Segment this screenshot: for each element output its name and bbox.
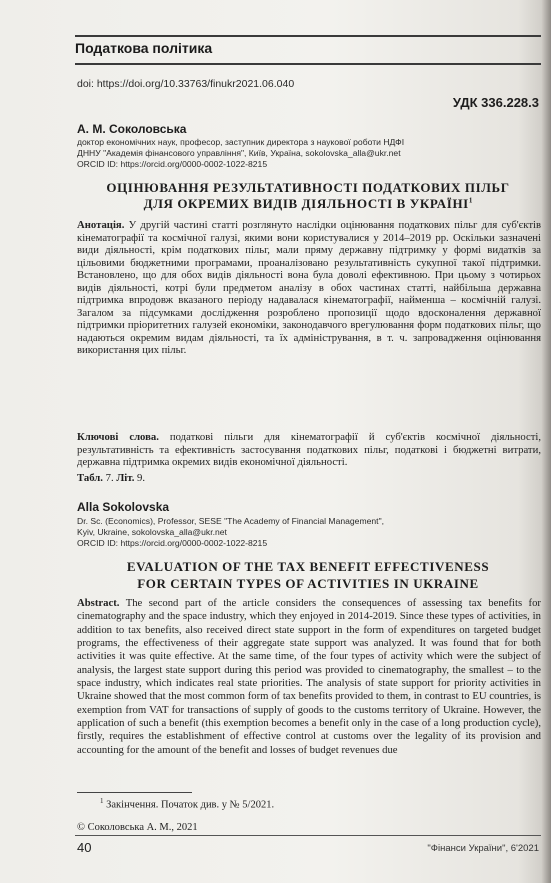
keywords-ua: [77, 431, 541, 469]
page-number: 40: [77, 840, 92, 855]
affiliation-line-ua: доктор економічних наук, професор, заступник директора з наукової роботи НДФІ: [77, 137, 405, 147]
keywords-label-ua: Ключові слова.: [77, 431, 159, 443]
journal-name: "Фінанси України", 6'2021: [427, 843, 539, 854]
abstract-text-en: The second part of the article considers the consequences of assessing tax benefits for cinematography and the space industry, which they enjoyed in 2014-2019. Since these types of activities, in addition to tax benefits, also received direct state support in the form of expenditures on targeted budget programs, the effectiveness of their aggregate state support was analyzed. It was found that for both activities it was quite effective. At the same time, of the four types of activity which were the subject of analysis, the largest state support during this period was provided to cinematography, the smallest – to the space industry, which indicates real state priorities. The analysis of state support for priority activities in Ukraine showed that the most common form of tax benefits provided to them, in contrast to EU countries, is exemption from VAT for transactions of supply of goods to the customs territory of Ukraine. However, the application of such a benefit (this exemption becomes a benefit only in the case of a long production cycle), firstly, requires the establishment of effective control at customs over the legality of its provision and accounting for the amount of the benefit and losses of budget revenues due: [77, 597, 541, 756]
footnote: [100, 797, 274, 811]
footnote-divider: [77, 792, 192, 793]
abstract-ua: [77, 219, 541, 357]
affiliation-line-en: Dr. Sc. (Economics), Professor, SESE "The Academy of Financial Management",: [77, 516, 385, 526]
udk-code: УДК 336.228.3: [452, 95, 539, 110]
section-header: [75, 35, 541, 65]
affiliation-line-ua: ДННУ "Академія фінансового управління", Київ, Україна, sokolovska_alla@ukr.net: [77, 148, 401, 158]
affiliation-line-en: Kyiv, Ukraine, sokolovska_alla@ukr.net: [77, 527, 227, 537]
abstract-label-ua: Анотація.: [77, 219, 125, 231]
keywords-text-ua: податкові пільги для кінематографії й суб'єктів космічної діяльності, результативність та ефективність застосування податкових пільг, податкові і бюджетні витрати, державна підтримка окремих видів економічної діяльності.: [77, 431, 542, 469]
doi-link[interactable]: doi: https://doi.org/10.33763/finukr2021.06.040: [77, 78, 295, 90]
author-name-en: Alla Sokolovska: [77, 500, 170, 514]
abstract-en: [77, 597, 541, 757]
counts-ua: Табл. 7. Літ. 9.: [77, 472, 146, 484]
book-spine-shadow: [541, 0, 551, 883]
footnote-text: Закінчення. Початок див. у № 5/2021.: [106, 799, 275, 811]
abstract-text-ua: У другій частині статті розглянуто наслідки оцінювання податкових пільг для суб'єктів кінематографії та космічної галузі, якими вони користувалися у 2014–2019 рр. Оскільки зазначені види діяльності, крім податкових пільг, мали пряму державну підтримку у формі видатків за цільовими бюджетними програмами, проаналізовано результативність сукупної такої підтримки. Встановлено, що для обох видів діяльності вона була доволі ефективною. При цьому з чотирьох видів діяльності, котрі були предметом аналізу в обох частинах статті, найбільша державна підтримка впродовж вказаного періоду надавалася кінематографії, найменша – космічній галузі. Загалом за підсумками дослідження розроблено пропозиції щодо вдосконалення державної підтримки пріоритетних галузей економіки, законодавчого врегулювання форм податкових пільг, що надаються окремим видам діяльності, та їх адміністрування, в т. ч. запровадження оцінювання використання цих пільг.: [77, 219, 542, 357]
abstract-label-en: Abstract.: [77, 597, 120, 609]
article-title-en-line1: EVALUATION OF THE TAX BENEFIT EFFECTIVENESS: [126, 559, 490, 574]
section-title: Податкова політика: [75, 40, 213, 56]
copyright: © Соколовська А. М., 2021: [77, 822, 198, 833]
footer-divider: [75, 835, 541, 836]
orcid-line-ua[interactable]: ORCID ID: https://orcid.org/0000-0002-1022-8215: [77, 159, 268, 169]
article-title-en-line2: FOR CERTAIN TYPES OF ACTIVITIES IN UKRAINE: [137, 576, 479, 591]
author-name-ua: А. М. Соколовська: [77, 122, 187, 136]
footnote-mark: 1: [100, 797, 104, 805]
article-title-ua-line1: ОЦІНЮВАННЯ РЕЗУЛЬТАТИВНОСТІ ПОДАТКОВИХ ПІЛЬГ: [106, 180, 510, 195]
footnote-mark: 1: [468, 196, 473, 205]
orcid-line-en[interactable]: ORCID ID: https://orcid.org/0000-0002-1022-8215: [77, 538, 268, 548]
article-title-ua-line2: ДЛЯ ОКРЕМИХ ВИДІВ ДІЯЛЬНОСТІ В УКРАЇНІ$^1$: [143, 196, 473, 211]
